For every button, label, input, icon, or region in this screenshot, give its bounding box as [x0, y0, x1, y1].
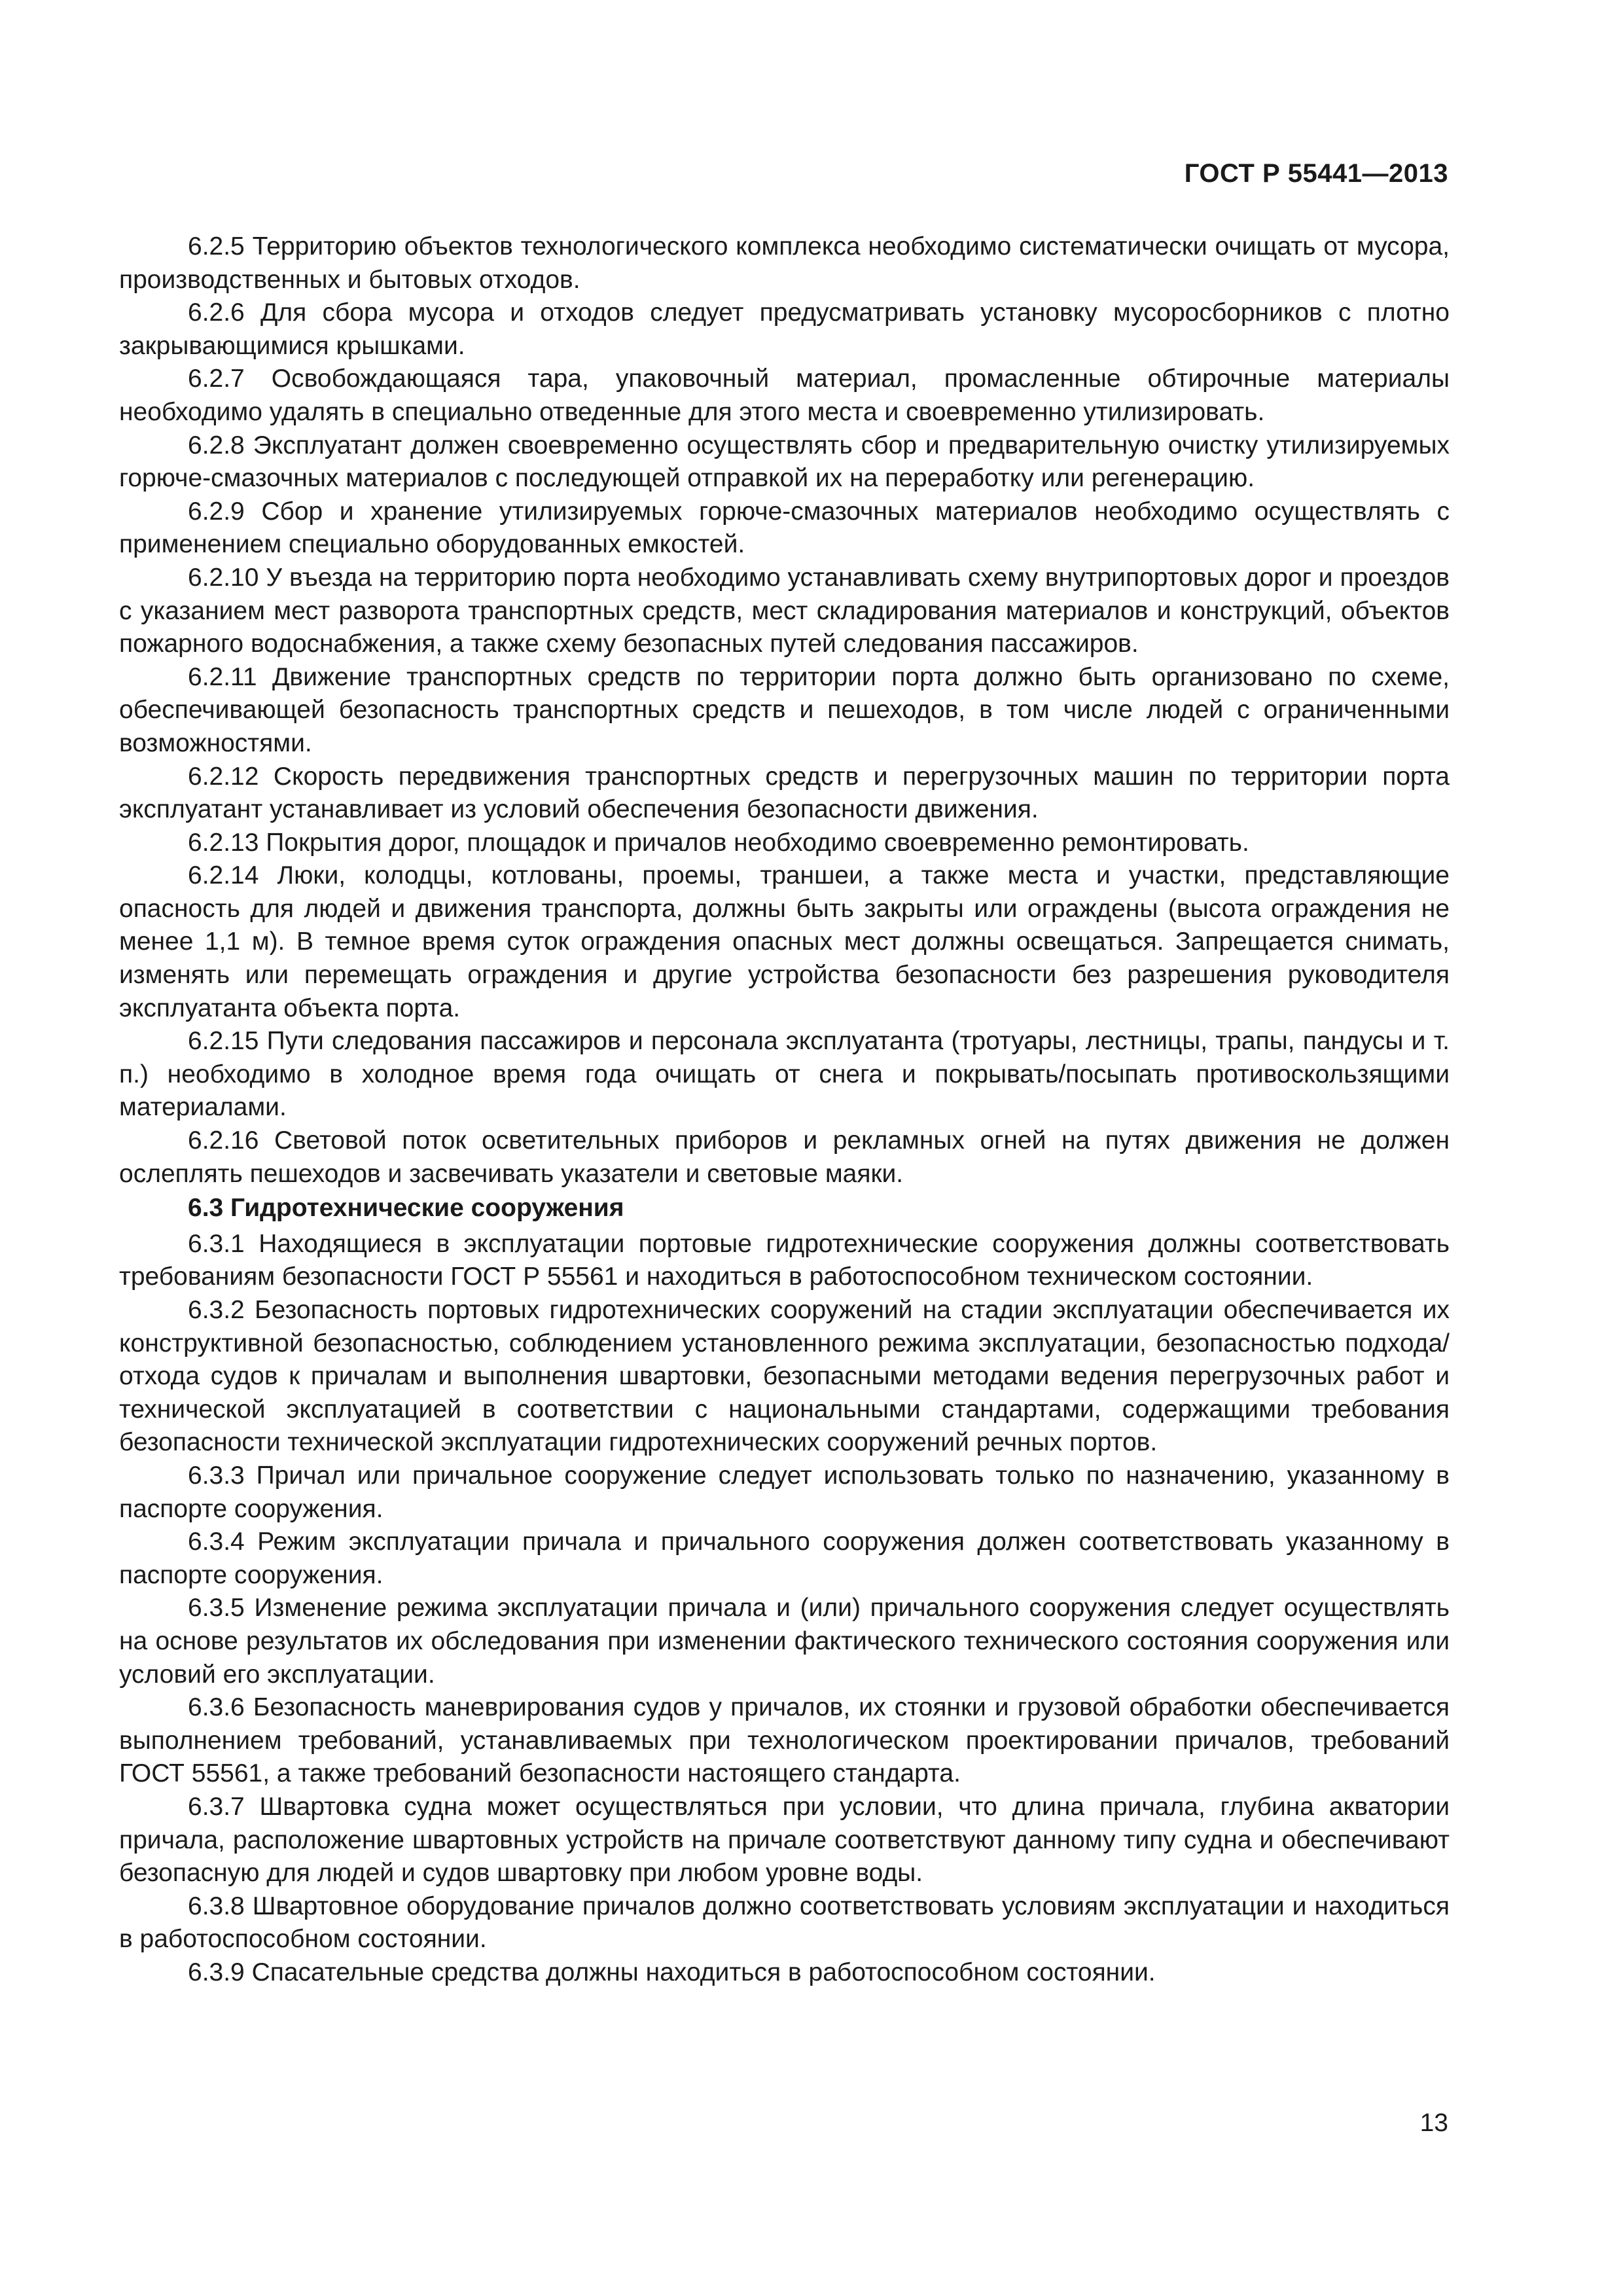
- page-number: 13: [1419, 2109, 1448, 2137]
- paragraph-6-3-4: 6.3.4 Режим эксплуатации причала и причального сооружения должен соответствовать указанному в паспорте сооружения.: [119, 1528, 1450, 1589]
- paragraph-6-3-8: 6.3.8 Швартовное оборудование причалов должно соответствовать условиям эксплуатации и находиться в работоспособном состоянии.: [119, 1892, 1450, 1954]
- paragraph-6-3-5: 6.3.5 Изменение режима эксплуатации причала и (или) причального сооружения следует осуществлять на основе результатов их обследования при изменении фактического технического состояния сооружения или условий его эксплуатации.: [119, 1594, 1450, 1689]
- document-code: ГОСТ Р 55441—2013: [1184, 159, 1448, 188]
- paragraph-6-2-12: 6.2.12 Скорость передвижения транспортных средств и перегрузочных машин по территории порта эксплуатант устанавливает из условий обеспечения безопасности движения.: [119, 762, 1450, 824]
- paragraph-6-2-9: 6.2.9 Сбор и хранение утилизируемых горюче-смазочных материалов необходимо осуществлять с применением специально оборудованных емкостей.: [119, 497, 1450, 559]
- paragraph-6-3-1: 6.3.1 Находящиеся в эксплуатации портовые гидротехнические сооружения должны соответствовать требованиям безопасности ГОСТ Р 55561 и находиться в работоспособном техническом состоянии.: [119, 1229, 1450, 1291]
- paragraph-6-2-6: 6.2.6 Для сбора мусора и отходов следует предусматривать установку мусоросборников с плотно закрывающимися крышками.: [119, 298, 1450, 360]
- paragraph-6-2-8: 6.2.8 Эксплуатант должен своевременно осуществлять сбор и предварительную очистку утилизируемых горюче-смазочных материалов с последующей отправкой их на переработку или регенерацию.: [119, 431, 1450, 493]
- paragraph-6-3-3: 6.3.3 Причал или причальное сооружение следует использовать только по назначению, указанному в паспорте сооружения.: [119, 1461, 1450, 1523]
- paragraph-6-2-5: 6.2.5 Территорию объектов технологического комплекса необходимо систематически очищать от мусора, производственных и бытовых отходов.: [119, 232, 1450, 294]
- paragraph-6-3-6: 6.3.6 Безопасность маневрирования судов у причалов, их стоянки и грузовой обработки обеспечивается выполнением требований, устанавливаемых при технологическом проектировании причалов, требований ГОСТ 55561, а также требований безопасности настоящего стандарта.: [119, 1693, 1450, 1788]
- paragraph-6-2-13: 6.2.13 Покрытия дорог, площадок и причалов необходимо своевременно ремонтировать.: [188, 828, 1249, 857]
- document-body: [119, 230, 1450, 1989]
- paragraph-6-3-7: 6.3.7 Швартовка судна может осуществляться при условии, что длина причала, глубина акватории причала, расположение швартовных устройств на причале соответствуют данному типу судна и обеспечивают безопасную для людей и судов швартовку при любом уровне воды.: [119, 1792, 1450, 1888]
- paragraph-6-2-14: 6.2.14 Люки, колодцы, котлованы, проемы, траншеи, а также места и участки, представляющие опасность для людей и движения транспорта, должны быть закрыты или ограждены (высота ограждения не менее 1,1 м). В темное время суток ограждения опасных мест должны освещаться. Запрещается снимать, изменять или перемещать ограждения и другие устройства безопасности без разрешения руководителя эксплуатанта объекта порта.: [119, 861, 1450, 1022]
- paragraph-6-2-10: 6.2.10 У въезда на территорию порта необходимо устанавливать схему внутрипортовых дорог и проездов с указанием мест разворота транспортных средств, мест складирования материалов и конструкций, объектов пожарного водоснабжения, а также схему безопасных путей следования пассажиров.: [119, 563, 1450, 658]
- paragraph-6-2-16: 6.2.16 Световой поток осветительных приборов и рекламных огней на путях движения не должен ослеплять пешеходов и засвечивать указатели и световые маяки.: [119, 1126, 1450, 1188]
- paragraph-6-3-9: 6.3.9 Спасательные средства должны находиться в работоспособном состоянии.: [188, 1958, 1156, 1986]
- paragraph-6-2-7: 6.2.7 Освобождающаяся тара, упаковочный материал, промасленные обтирочные материалы необходимо удалять в специально отведенные для этого места и своевременно утилизировать.: [119, 365, 1450, 426]
- paragraph-6-2-11: 6.2.11 Движение транспортных средств по территории порта должно быть организовано по схеме, обеспечивающей безопасность транспортных средств и пешеходов, в том числе людей с ограниченными возможностями.: [119, 662, 1450, 757]
- section-heading-6-3: 6.3 Гидротехнические сооружения: [188, 1194, 624, 1223]
- paragraph-6-3-2: 6.3.2 Безопасность портовых гидротехнических сооружений на стадии эксплуатации обеспечивается их конструктивной безопасностью, соблюдением установленного режима эксплуатации, безопасностью подхода/отхода судов к причалам и выполнения швартовки, безопасными методами ведения перегрузочных работ и технической эксплуатацией в соответствии с национальными стандартами, содержащими требования безопасности технической эксплуатации гидротехнических сооружений речных портов.: [119, 1296, 1450, 1457]
- paragraph-6-2-15: 6.2.15 Пути следования пассажиров и персонала эксплуатанта (тротуары, лестницы, трапы, пандусы и т. п.) необходимо в холодное время года очищать от снега и покрывать/посыпать противоскользящими материалами.: [119, 1027, 1450, 1122]
